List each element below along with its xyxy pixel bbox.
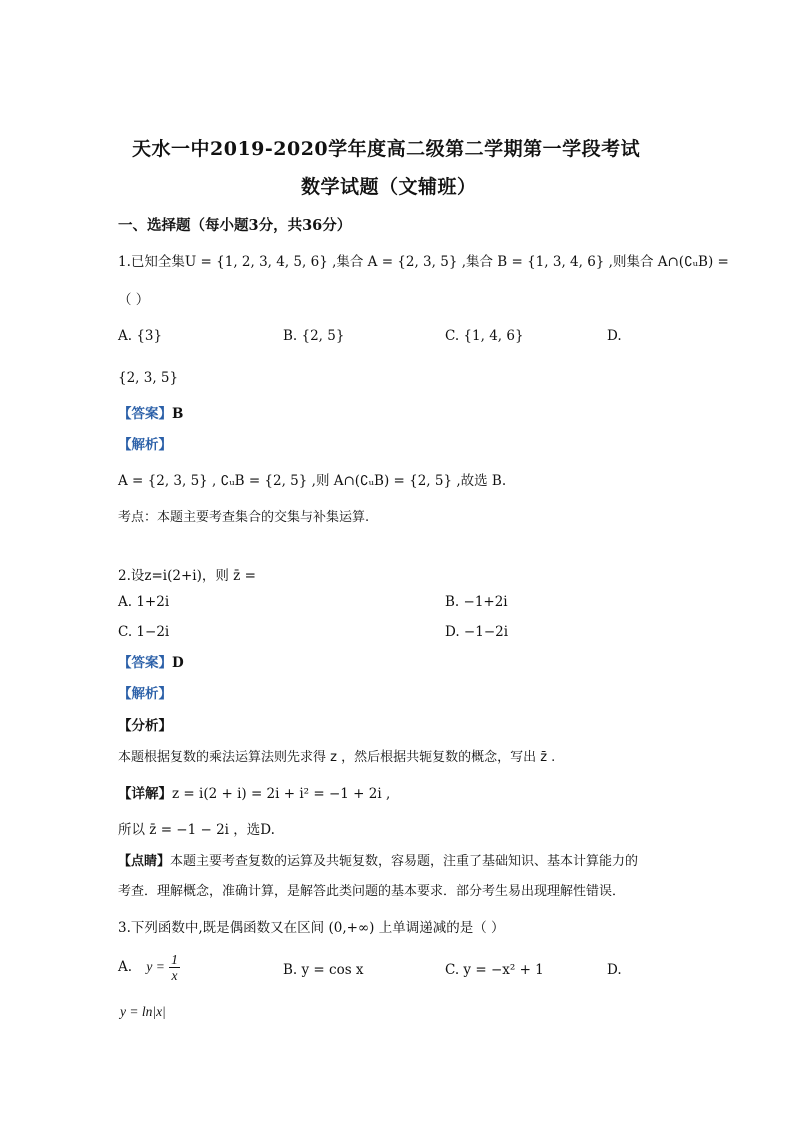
fraction	[169, 952, 180, 983]
q3-option-b: B. y = cos x	[283, 962, 364, 978]
comment-tag: 【点睛】	[118, 854, 171, 869]
q2-option-c: C. 1−2i	[118, 624, 170, 640]
q1-option-d-value: {2, 3, 5}	[118, 370, 179, 386]
q1-note: 考点：本题主要考查集合的交集与补集运算.	[118, 510, 370, 525]
q2-detail	[118, 784, 390, 804]
option-lhs: y =	[146, 959, 165, 974]
q2-analysis-tag: 【解析】	[118, 686, 172, 702]
q2-fenxi: 本题根据复数的乘法运算法则先求得 z ，然后根据共轭复数的概念，写出 z̄ .	[118, 750, 556, 765]
q3-option-c: C. y = −x² + 1	[445, 962, 544, 978]
q1-answer	[118, 404, 183, 424]
comment-text: 本题主要考查复数的运算及共轭复数，容易题，注重了基础知识、基本计算能力的	[170, 854, 639, 869]
q2-comment-line1	[118, 852, 638, 872]
option-label: A.	[118, 959, 133, 975]
q1-solution: A = {2, 3, 5} , ∁ᵤB = {2, 5} ,则 A∩(∁ᵤB) = {2, 5} ,故选 B.	[118, 473, 507, 489]
q2-fenxi-tag: 【分析】	[118, 718, 172, 734]
answer-tag: 【答案】	[118, 655, 172, 671]
q3-option-a	[118, 952, 180, 983]
q2-comment-line2: 考查．理解概念，准确计算，是解答此类问题的基本要求．部分考生易出现理解性错误．	[118, 884, 626, 899]
q3-stem: 3.下列函数中,既是偶函数又在区间 (0,+∞) 上单调递减的是（ ）	[118, 920, 505, 936]
q1-paren: （ ）	[118, 292, 150, 308]
q1-option-b: B. {2, 5}	[283, 328, 345, 344]
detail-text: z = i(2 + i) = 2i + i² = −1 + 2i ,	[172, 786, 391, 802]
section-heading: 一、选择题（每小题3分，共36分）	[118, 217, 352, 234]
q3-option-d: D.	[607, 962, 622, 978]
fraction-numerator: 1	[171, 952, 178, 967]
q3-option-d-value: y = ln|x|	[120, 1004, 166, 1019]
q1-option-c: C. {1, 4, 6}	[445, 328, 524, 344]
q2-stem: 2.设z=i(2+i)，则 z̄ =	[118, 568, 256, 584]
fraction-denominator: x	[171, 968, 178, 983]
q1-analysis-tag: 【解析】	[118, 437, 172, 453]
q1-option-a: A. {3}	[118, 328, 163, 344]
document-title: 天水一中2019-2020学年度高二级第二学期第一学段考试	[132, 138, 641, 160]
answer-value: B	[172, 406, 184, 422]
answer-value: D	[172, 655, 184, 671]
q2-answer	[118, 653, 184, 673]
document-subtitle: 数学试题（文辅班）	[301, 176, 477, 198]
detail-tag: 【详解】	[118, 786, 172, 802]
answer-tag: 【答案】	[118, 406, 172, 422]
q2-option-d: D. −1−2i	[445, 624, 509, 640]
q2-option-b: B. −1+2i	[445, 594, 508, 610]
q1-option-d: D.	[607, 328, 622, 344]
q2-option-a: A. 1+2i	[118, 594, 170, 610]
q2-conclusion: 所以 z̄ = −1 − 2i ，选D.	[118, 822, 275, 838]
q1-stem: 1.已知全集U = {1, 2, 3, 4, 5, 6} ,集合 A = {2, 3, 5} ,集合 B = {1, 3, 4, 6} ,则集合 A∩(∁ᵤB) =	[118, 254, 729, 270]
